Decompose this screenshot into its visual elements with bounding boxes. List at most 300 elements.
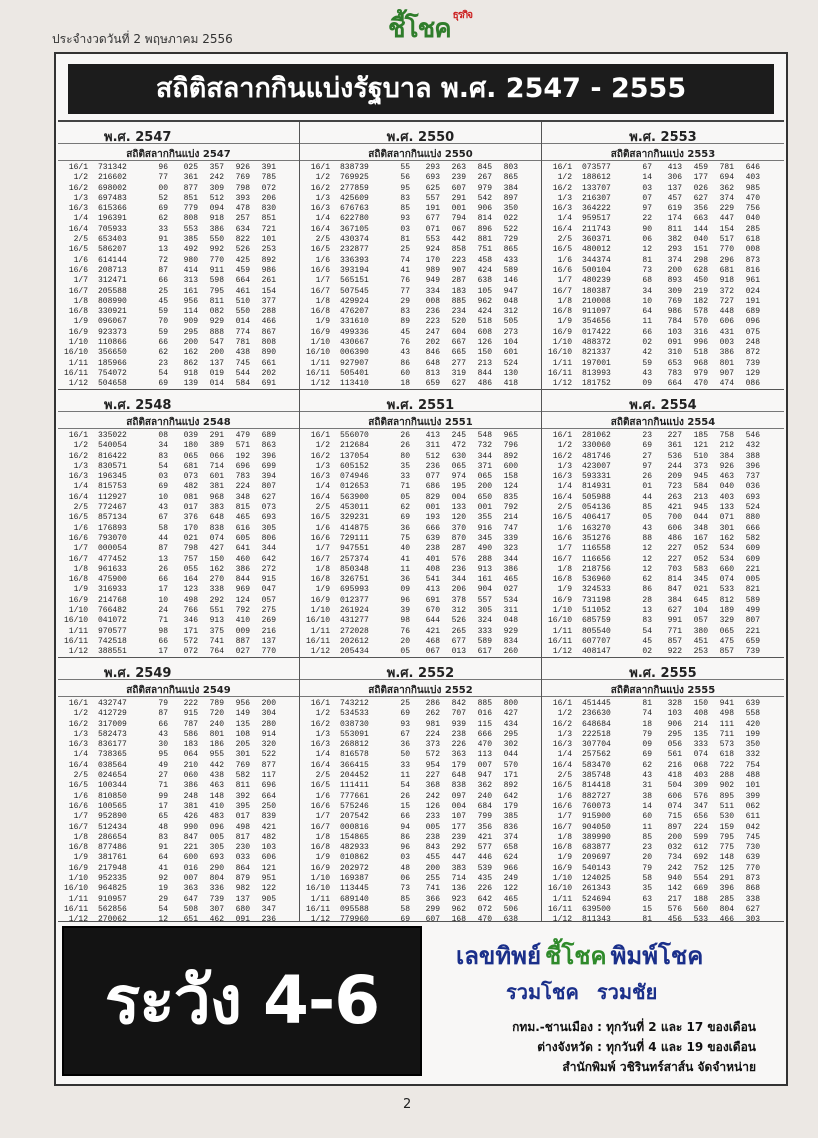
back-three-1: 001: [477, 503, 492, 513]
front-three-1: 162: [183, 348, 198, 358]
front-three-1: 456: [667, 915, 682, 922]
first-prize: 593331: [582, 472, 611, 482]
draw-date: 16/10: [63, 884, 88, 894]
last-two: 58: [400, 904, 410, 914]
draw-row: [58, 369, 299, 379]
front-three-2: 044: [693, 513, 708, 523]
last-two: 12: [642, 544, 652, 554]
draw-date: 1/6: [73, 523, 88, 533]
back-three-1: 795: [719, 832, 734, 842]
draw-row: [300, 647, 541, 657]
back-three-1: 798: [235, 183, 250, 193]
last-two: 93: [400, 214, 410, 224]
draw-row: [542, 452, 784, 462]
back-three-2: 834: [503, 636, 518, 646]
front-three-1: 408: [425, 564, 440, 574]
back-three-1: 458: [477, 255, 492, 265]
front-three-1: 897: [667, 822, 682, 832]
back-three-1: 792: [235, 606, 250, 616]
back-three-2: 905: [261, 894, 276, 904]
front-three-2: 599: [693, 832, 708, 842]
front-three-1: 664: [667, 379, 682, 389]
last-two: 76: [400, 276, 410, 286]
back-three-1: 982: [235, 884, 250, 894]
back-three-1: 879: [235, 874, 250, 884]
draw-row: [58, 585, 299, 595]
draw-date: 16/5: [552, 513, 572, 523]
front-three-1: 164: [183, 575, 198, 585]
front-three-2: 133: [451, 503, 466, 513]
front-three-1: 512: [425, 451, 440, 461]
first-prize: 038730: [340, 719, 369, 729]
draw-list: [58, 699, 299, 922]
draw-date: 1/8: [315, 296, 330, 306]
draw-row: [300, 720, 541, 730]
front-three-2: 462: [209, 915, 224, 922]
front-three-1: 200: [667, 832, 682, 842]
front-three-1: 606: [667, 523, 682, 533]
back-three-1: 125: [719, 863, 734, 873]
first-prize: 017422: [582, 327, 611, 337]
back-three-1: 608: [477, 327, 492, 337]
front-three-2: 692: [693, 853, 708, 863]
first-prize: 124025: [582, 874, 611, 884]
front-three-2: 348: [693, 523, 708, 533]
first-prize: 197001: [582, 358, 611, 368]
draw-row: [300, 184, 541, 194]
front-three-2: 918: [209, 214, 224, 224]
front-three-1: 421: [425, 626, 440, 636]
publisher-info: [428, 926, 780, 1076]
back-three-2: 269: [261, 616, 276, 626]
last-two: 96: [400, 595, 410, 605]
first-prize: 830571: [98, 461, 127, 471]
last-two: 90: [642, 224, 652, 234]
front-three-1: 468: [425, 636, 440, 646]
draw-row: [58, 348, 299, 358]
draw-row: [542, 637, 784, 647]
back-three-2: 465: [503, 894, 518, 904]
draw-row: [300, 555, 541, 565]
front-three-2: 752: [693, 863, 708, 873]
first-prize: 705933: [98, 224, 127, 234]
draw-row: [542, 194, 784, 204]
front-three-1: 202: [425, 338, 440, 348]
front-three-2: 720: [209, 709, 224, 719]
draw-row: [542, 812, 784, 822]
draw-date: 1/7: [315, 812, 330, 822]
front-three-2: 082: [209, 307, 224, 317]
front-three-2: 014: [209, 379, 224, 389]
last-two: 13: [158, 554, 168, 564]
front-three-1: 293: [425, 163, 440, 172]
first-prize: 451445: [582, 699, 611, 708]
first-prize: 211743: [582, 224, 611, 234]
back-three-1: 410: [235, 616, 250, 626]
front-three-2: 979: [693, 368, 708, 378]
draw-row: [542, 709, 784, 719]
draw-date: 1/2: [557, 173, 572, 183]
year-panel: [58, 390, 300, 658]
back-three-2: 312: [503, 307, 518, 317]
first-prize: 012653: [340, 482, 369, 492]
draw-date: 16/1: [68, 163, 88, 172]
front-three-2: 287: [451, 544, 466, 554]
tagline: [506, 976, 657, 1008]
front-three-2: 438: [209, 771, 224, 781]
first-prize: 910957: [98, 894, 127, 904]
draw-row: [300, 750, 541, 760]
front-three-2: 206: [451, 585, 466, 595]
draw-row: [58, 884, 299, 894]
back-three-2: 730: [745, 843, 760, 853]
first-prize: 257562: [582, 750, 611, 760]
first-prize: 344374: [582, 255, 611, 265]
back-three-1: 479: [235, 431, 250, 440]
front-three-2: 383: [451, 863, 466, 873]
back-three-2: 302: [503, 740, 518, 750]
back-three-2: 288: [261, 307, 276, 317]
last-two: 69: [158, 482, 168, 492]
last-two: 66: [158, 276, 168, 286]
draw-row: [300, 740, 541, 750]
front-three-2: 939: [451, 719, 466, 729]
front-three-2: 219: [693, 286, 708, 296]
draw-date: 1/8: [315, 832, 330, 842]
back-three-1: 016: [477, 709, 492, 719]
last-two: 69: [158, 204, 168, 214]
draw-row: [542, 225, 784, 235]
front-three-2: 804: [209, 874, 224, 884]
draw-row: [300, 163, 541, 173]
draw-row: [58, 709, 299, 719]
front-three-2: 911: [209, 265, 224, 275]
draw-date: 16/11: [305, 904, 330, 914]
draw-date: 16/6: [552, 265, 572, 275]
divider: [300, 143, 541, 144]
draw-date: 16/2: [310, 719, 330, 729]
draw-date: 16/4: [552, 224, 572, 234]
magazine-logo: [388, 8, 472, 49]
back-three-2: 104: [503, 338, 518, 348]
draw-date: 1/6: [315, 523, 330, 533]
back-three-2: 835: [503, 492, 518, 502]
draw-row: [300, 256, 541, 266]
draw-row: [542, 524, 784, 534]
draw-date: 1/6: [315, 255, 330, 265]
first-prize: 814931: [582, 482, 611, 492]
back-three-2: 323: [503, 544, 518, 554]
draw-date: 16/9: [552, 863, 572, 873]
front-three-2: 741: [209, 636, 224, 646]
front-three-2: 526: [451, 616, 466, 626]
back-three-1: 305: [477, 606, 492, 616]
front-three-2: 292: [209, 595, 224, 605]
draw-date: 16/8: [310, 843, 330, 853]
draw-row: [300, 627, 541, 637]
back-three-2: 522: [503, 224, 518, 234]
first-prize: 216307: [582, 193, 611, 203]
last-two: 35: [400, 461, 410, 471]
front-three-2: 074: [209, 533, 224, 543]
back-three-2: 546: [745, 431, 760, 440]
draw-date: 1/2: [315, 709, 330, 719]
first-prize: 205434: [340, 647, 369, 657]
front-three-2: 309: [693, 781, 708, 791]
draw-date: 1/6: [557, 255, 572, 265]
first-prize: 423007: [582, 461, 611, 471]
last-two: 45: [400, 327, 410, 337]
front-three-2: 319: [451, 368, 466, 378]
back-three-1: 817: [235, 832, 250, 842]
front-three-2: 447: [451, 853, 466, 863]
first-prize: 336393: [340, 255, 369, 265]
first-prize: 500104: [582, 265, 611, 275]
back-three-1: 324: [477, 616, 492, 626]
draw-row: [300, 214, 541, 224]
front-three-1: 741: [425, 884, 440, 894]
front-three-1: 242: [667, 863, 682, 873]
first-prize: 218756: [582, 564, 611, 574]
front-three-2: 290: [209, 863, 224, 873]
first-prize: 760073: [582, 801, 611, 811]
draw-row: [58, 606, 299, 616]
back-three-2: 807: [261, 482, 276, 492]
back-three-1: 296: [719, 255, 734, 265]
draw-row: [300, 287, 541, 297]
front-three-1: 981: [425, 719, 440, 729]
front-three-1: 847: [667, 585, 682, 595]
draw-list: [300, 163, 541, 390]
draw-row: [58, 266, 299, 276]
draw-row: [542, 493, 784, 503]
last-two: 77: [158, 173, 168, 183]
draw-date: 16/11: [547, 636, 572, 646]
last-two: 43: [642, 368, 652, 378]
front-three-1: 401: [425, 554, 440, 564]
last-two: 06: [642, 235, 652, 245]
first-prize: 208713: [98, 265, 127, 275]
draw-list: [58, 431, 299, 658]
front-three-2: 312: [451, 606, 466, 616]
back-three-1: 573: [719, 740, 734, 750]
draw-date: 1/8: [73, 564, 88, 574]
back-three-1: 799: [477, 812, 492, 822]
tag-2: รวมชัย: [596, 980, 658, 1004]
back-three-1: 154: [719, 224, 734, 234]
draw-date: 16/2: [552, 451, 572, 461]
front-three-2: 838: [209, 523, 224, 533]
front-three-1: 221: [183, 843, 198, 853]
front-three-1: 180: [183, 441, 198, 451]
front-three-1: 693: [425, 173, 440, 183]
back-three-2: 122: [261, 884, 276, 894]
back-three-2: 130: [503, 368, 518, 378]
front-three-1: 001: [425, 503, 440, 513]
front-three-2: 148: [209, 791, 224, 801]
back-three-1: 463: [719, 472, 734, 482]
first-prize: 316933: [98, 585, 127, 595]
first-prize: 388551: [98, 647, 127, 657]
draw-date: 2/5: [315, 771, 330, 781]
front-three-1: 384: [667, 595, 682, 605]
draw-date: 16/11: [63, 904, 88, 914]
front-three-2: 242: [209, 173, 224, 183]
front-three-1: 363: [183, 884, 198, 894]
first-prize: 480012: [582, 245, 611, 255]
draw-row: [58, 452, 299, 462]
draw-row: [300, 709, 541, 719]
draw-row: [58, 905, 299, 915]
first-prize: 779960: [340, 915, 369, 922]
first-prize: 038564: [98, 760, 127, 770]
draw-row: [542, 482, 784, 492]
front-three-2: 179: [451, 760, 466, 770]
draw-row: [300, 441, 541, 451]
last-two: 66: [158, 719, 168, 729]
first-prize: 586207: [98, 245, 127, 255]
draw-date: 16/9: [552, 595, 572, 605]
front-three-2: 512: [209, 193, 224, 203]
last-two: 93: [400, 719, 410, 729]
front-three-2: 004: [451, 801, 466, 811]
back-three-2: 418: [503, 379, 518, 389]
back-three-2: 044: [503, 750, 518, 760]
last-two: 62: [158, 348, 168, 358]
back-three-1: 356: [477, 822, 492, 832]
draw-row: [542, 833, 784, 843]
front-three-1: 016: [183, 863, 198, 873]
front-three-2: 150: [209, 554, 224, 564]
draw-date: 1/7: [557, 276, 572, 286]
first-prize: 575246: [340, 801, 369, 811]
back-three-2: 075: [745, 327, 760, 337]
front-three-1: 686: [425, 482, 440, 492]
last-two: 91: [158, 235, 168, 245]
draw-date: 1/11: [310, 894, 330, 904]
back-three-1: 533: [719, 585, 734, 595]
back-three-1: 956: [235, 699, 250, 708]
draw-row: [542, 823, 784, 833]
back-three-1: 007: [477, 760, 492, 770]
back-three-1: 105: [477, 286, 492, 296]
draw-date: 16/3: [552, 204, 572, 214]
back-three-1: 459: [235, 265, 250, 275]
back-three-2: 073: [261, 503, 276, 513]
front-three-1: 139: [183, 379, 198, 389]
first-prize: 562856: [98, 904, 127, 914]
last-two: 12: [642, 245, 652, 255]
back-three-2: 965: [503, 431, 518, 440]
back-three-1: 448: [719, 307, 734, 317]
back-three-2: 877: [261, 760, 276, 770]
draw-row: [58, 575, 299, 585]
front-three-1: 123: [183, 585, 198, 595]
last-two: 97: [642, 461, 652, 471]
last-two: 42: [642, 348, 652, 358]
back-three-2: 699: [261, 461, 276, 471]
panel-subtitle: สถิติสลากกินแบ่ง 2553: [610, 149, 716, 160]
draw-date: 2/5: [73, 503, 88, 513]
front-three-2: 307: [209, 904, 224, 914]
first-prize: 408147: [582, 647, 611, 657]
back-three-2: 103: [261, 843, 276, 853]
last-two: 64: [642, 307, 652, 317]
front-three-2: 427: [209, 544, 224, 554]
draw-date: 16/8: [310, 575, 330, 585]
first-prize: 482933: [340, 843, 369, 853]
draw-date: 1/6: [315, 791, 330, 801]
front-three-2: 627: [693, 193, 708, 203]
year-panel: [58, 658, 300, 922]
last-two: 26: [400, 431, 410, 440]
front-three-2: 236: [451, 564, 466, 574]
draw-row: [300, 596, 541, 606]
front-three-2: 137: [209, 358, 224, 368]
draw-row: [58, 853, 299, 863]
divider: [300, 160, 541, 161]
draw-date: 1/4: [557, 214, 572, 224]
last-two: 67: [158, 513, 168, 523]
back-three-1: 550: [235, 307, 250, 317]
back-three-1: 362: [719, 183, 734, 193]
first-prize: 000054: [98, 544, 127, 554]
first-prize: 317009: [98, 719, 127, 729]
back-three-2: 624: [503, 853, 518, 863]
draw-row: [300, 482, 541, 492]
back-three-1: 498: [235, 822, 250, 832]
front-three-1: 949: [425, 276, 440, 286]
draw-date: 1/10: [68, 874, 88, 884]
front-three-2: 287: [451, 276, 466, 286]
front-three-2: 403: [693, 771, 708, 781]
draw-row: [300, 317, 541, 327]
front-three-2: 811: [209, 296, 224, 306]
last-two: 43: [642, 771, 652, 781]
last-two: 69: [400, 709, 410, 719]
front-three-1: 200: [667, 265, 682, 275]
back-three-2: 396: [261, 451, 276, 461]
draw-date: 1/2: [557, 441, 572, 451]
front-three-2: 381: [209, 482, 224, 492]
back-three-1: 240: [477, 791, 492, 801]
back-three-2: 332: [745, 750, 760, 760]
back-three-1: 329: [719, 616, 734, 626]
front-three-1: 373: [425, 740, 440, 750]
draw-row: [542, 256, 784, 266]
back-three-1: 881: [477, 235, 492, 245]
front-three-1: 091: [667, 338, 682, 348]
back-three-2: 101: [261, 235, 276, 245]
first-prize: 335022: [98, 431, 127, 440]
draw-date: 1/7: [73, 276, 88, 286]
draw-date: 1/2: [73, 709, 88, 719]
front-three-2: 470: [693, 379, 708, 389]
back-three-2: 236: [261, 915, 276, 922]
front-three-2: 630: [451, 451, 466, 461]
last-two: 22: [642, 214, 652, 224]
draw-date: 16/9: [68, 863, 88, 873]
back-three-1: 969: [235, 585, 250, 595]
draw-row: [58, 627, 299, 637]
last-two: 03: [642, 183, 652, 193]
draw-date: 16/8: [68, 307, 88, 317]
draw-date: 16/6: [310, 265, 330, 275]
front-three-1: 862: [183, 358, 198, 368]
first-prize: 808990: [98, 296, 127, 306]
draw-list: [542, 163, 784, 390]
front-three-1: 572: [183, 636, 198, 646]
